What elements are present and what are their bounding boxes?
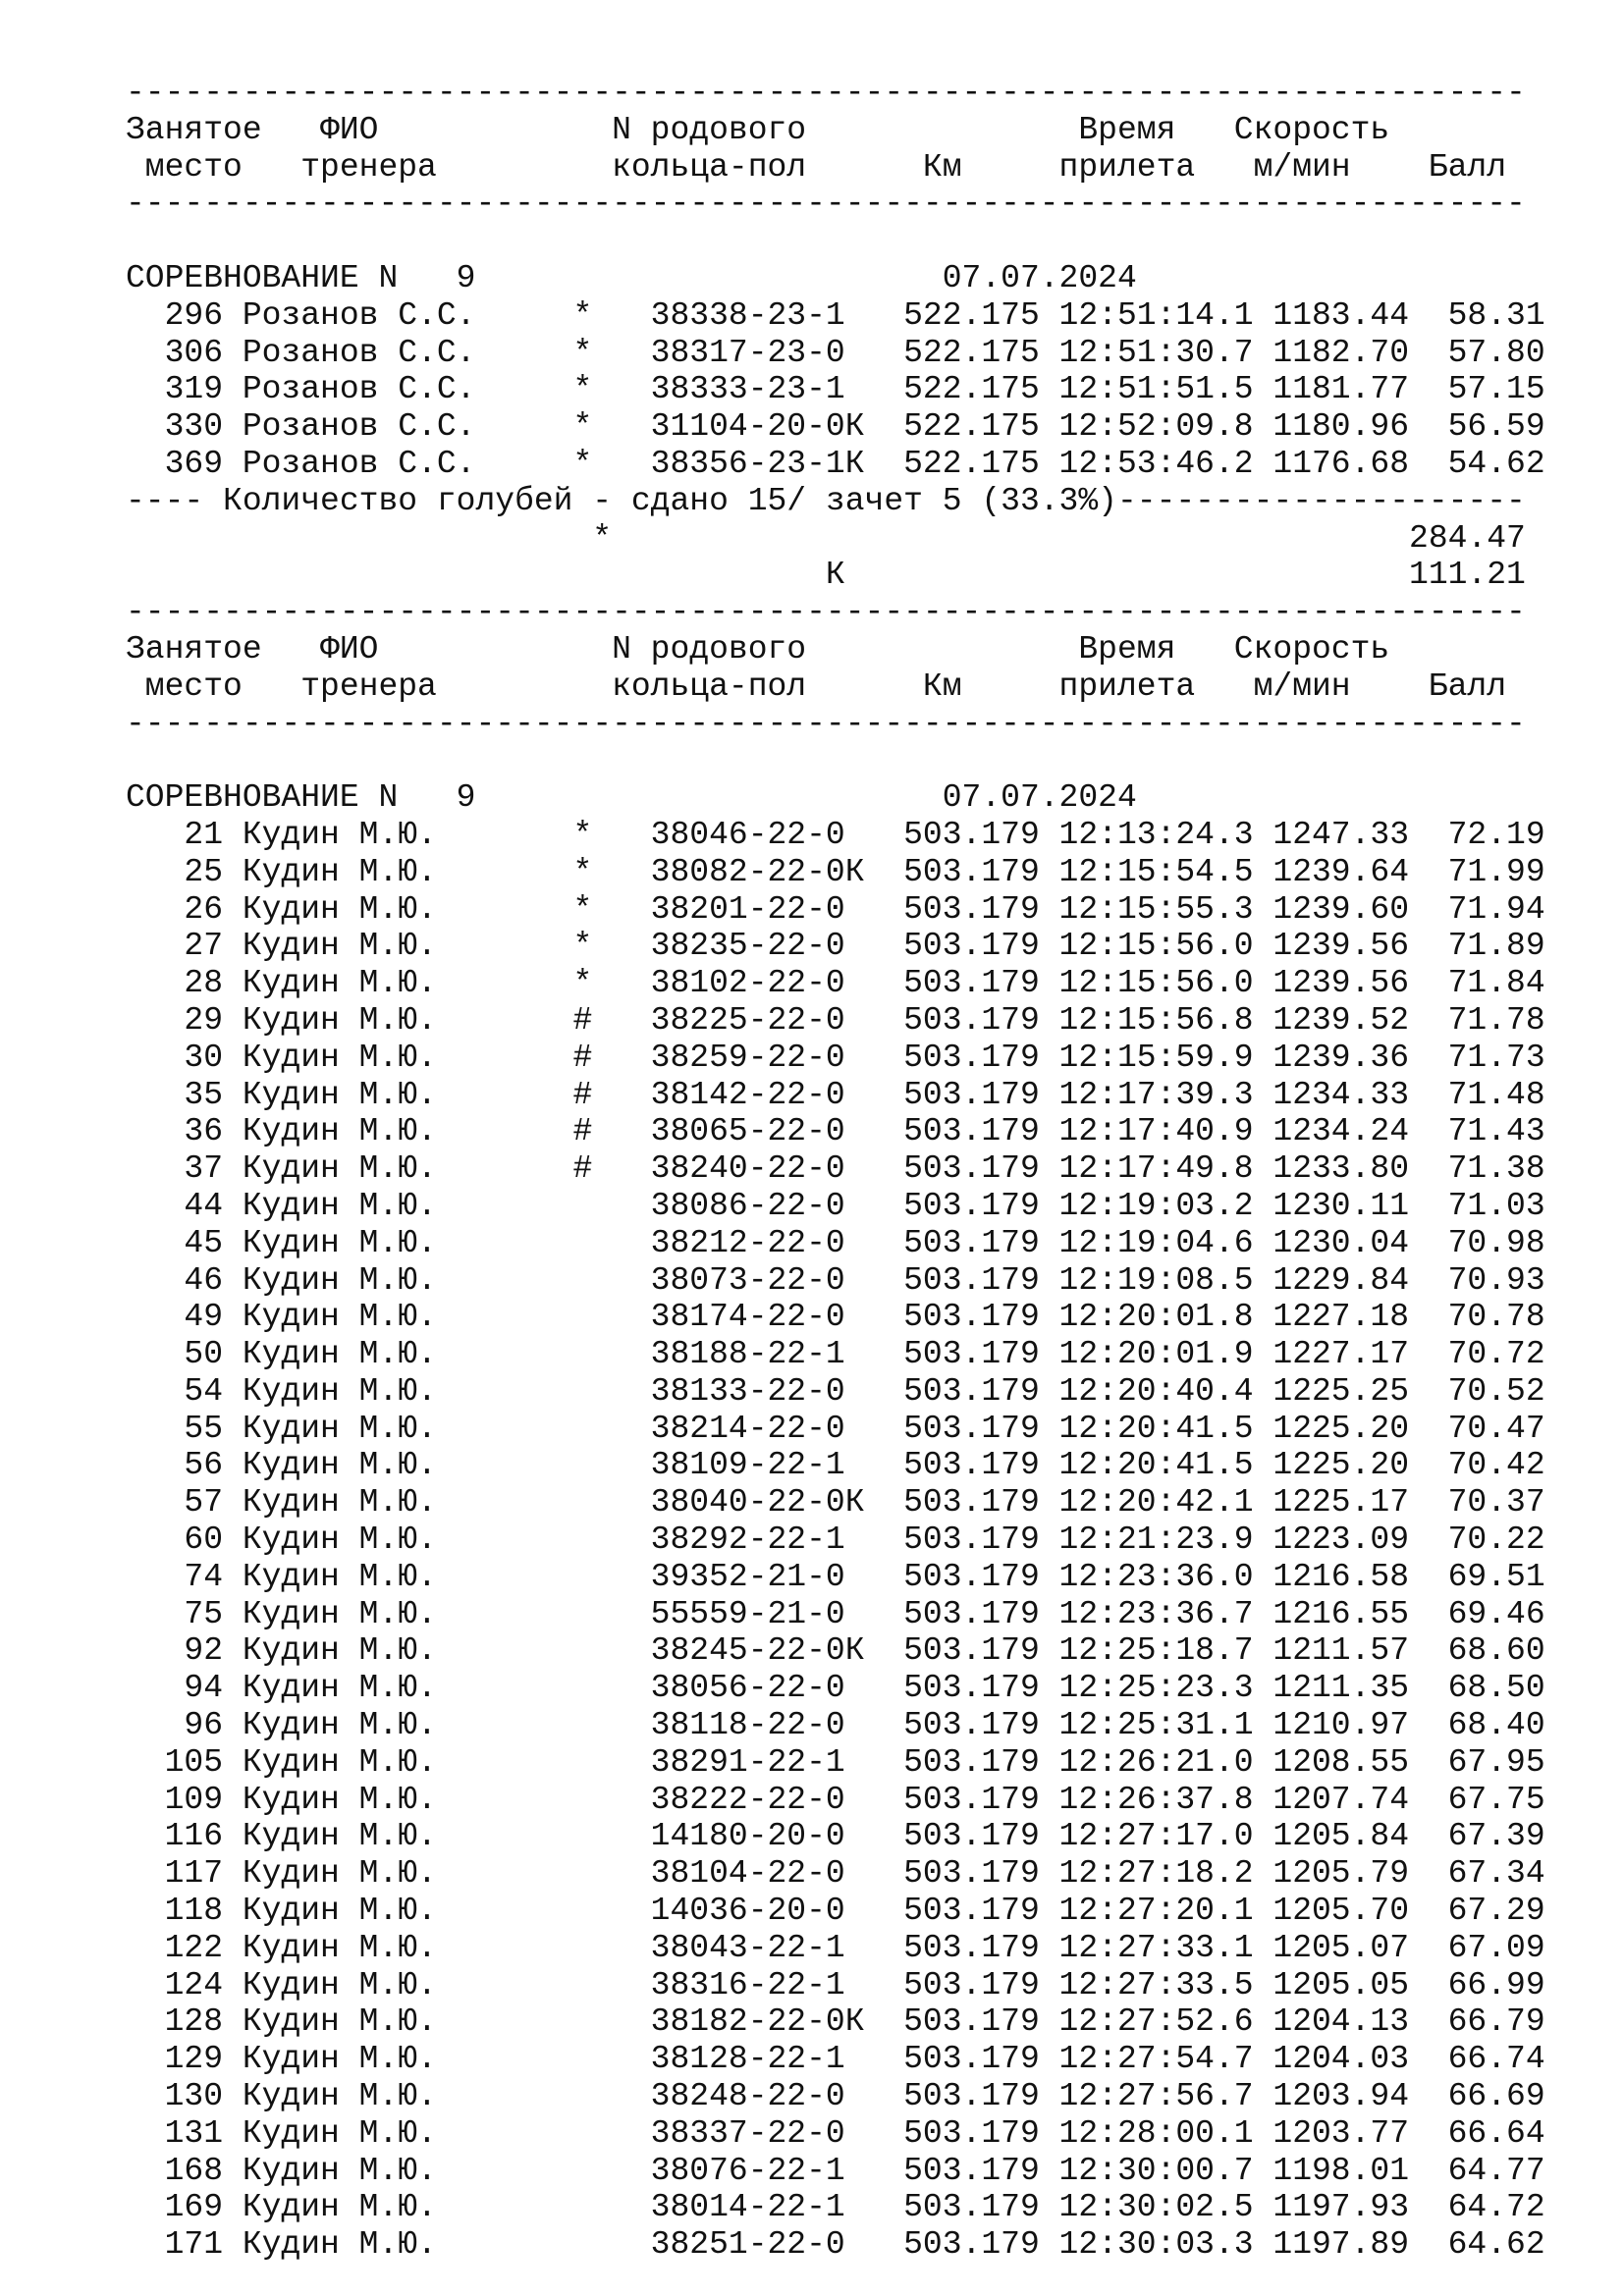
table-row: 109 Кудин М.Ю. 38222-22-0 503.179 12:26:37.8 1207.74 67.75 <box>126 1781 1545 1818</box>
table-row: 28 Кудин М.Ю. * 38102-22-0 503.179 12:15:56.0 1239.56 71.84 <box>126 965 1545 1002</box>
table-row: 96 Кудин М.Ю. 38118-22-0 503.179 12:25:31.1 1210.97 68.40 <box>126 1707 1545 1744</box>
competition-title: СОРЕВНОВАНИЕ N 9 07.07.2024 <box>126 259 1137 296</box>
table-row: 29 Кудин М.Ю. # 38225-22-0 503.179 12:15:56.8 1239.52 71.78 <box>126 1001 1545 1039</box>
column-headers-line2: место тренера кольца-пол Км прилета м/мин Балл <box>126 148 1507 186</box>
table-row: 45 Кудин М.Ю. 38212-22-0 503.179 12:19:04.6 1230.04 70.98 <box>126 1224 1545 1261</box>
table-row: 171 Кудин М.Ю. 38251-22-0 503.179 12:30:03.3 1197.89 64.62 <box>126 2226 1545 2264</box>
table-row: 369 Розанов С.С. * 38356-23-1К 522.175 12:53:46.2 1176.68 54.62 <box>126 445 1545 482</box>
competition-title: СОРЕВНОВАНИЕ N 9 07.07.2024 <box>126 779 1137 817</box>
column-headers-line1: Занятое ФИО N родового Время Скорость <box>126 111 1390 148</box>
table-row: 129 Кудин М.Ю. 38128-22-1 503.179 12:27:54.7 1204.03 66.74 <box>126 2041 1545 2078</box>
table-row: 26 Кудин М.Ю. * 38201-22-0 503.179 12:15:55.3 1239.60 71.94 <box>126 890 1545 928</box>
table-row: 92 Кудин М.Ю. 38245-22-0К 503.179 12:25:18.7 1211.57 68.60 <box>126 1632 1545 1670</box>
table-row: 60 Кудин М.Ю. 38292-22-1 503.179 12:21:23.9 1223.09 70.22 <box>126 1522 1545 1559</box>
rule-top: ------------------------------------------------------------------------ <box>126 75 1526 111</box>
column-headers-line1: Занятое ФИО N родового Время Скорость <box>126 630 1390 667</box>
table-row: 319 Розанов С.С. * 38333-23-1 522.175 12:51:51.5 1181.77 57.15 <box>126 371 1545 408</box>
table-row: 130 Кудин М.Ю. 38248-22-0 503.179 12:27:56.7 1203.94 66.69 <box>126 2078 1545 2115</box>
table-row: 117 Кудин М.Ю. 38104-22-0 503.179 12:27:18.2 1205.79 67.34 <box>126 1855 1545 1893</box>
table-row: 122 Кудин М.Ю. 38043-22-1 503.179 12:27:33.1 1205.07 67.09 <box>126 1929 1545 1966</box>
table-row: 124 Кудин М.Ю. 38316-22-1 503.179 12:27:33.5 1205.05 66.99 <box>126 1966 1545 2003</box>
table-row: 56 Кудин М.Ю. 38109-22-1 503.179 12:20:41.5 1225.20 70.42 <box>126 1447 1545 1484</box>
table-row: 74 Кудин М.Ю. 39352-21-0 503.179 12:23:36.0 1216.58 69.51 <box>126 1558 1545 1595</box>
table-row: 49 Кудин М.Ю. 38174-22-0 503.179 12:20:01.8 1227.18 70.78 <box>126 1299 1545 1336</box>
total-k-line: К 111.21 <box>126 557 1526 594</box>
table-row: 131 Кудин М.Ю. 38337-22-0 503.179 12:28:00.1 1203.77 66.64 <box>126 2114 1545 2152</box>
rule-header-bottom: ------------------------------------------------------------------------ <box>126 186 1526 223</box>
table-row: 44 Кудин М.Ю. 38086-22-0 503.179 12:19:03.2 1230.11 71.03 <box>126 1187 1545 1224</box>
table-row: 27 Кудин М.Ю. * 38235-22-0 503.179 12:15:56.0 1239.56 71.89 <box>126 928 1545 965</box>
table-row: 168 Кудин М.Ю. 38076-22-1 503.179 12:30:00.7 1198.01 64.77 <box>126 2152 1545 2189</box>
table-row: 116 Кудин М.Ю. 14180-20-0 503.179 12:27:17.0 1205.84 67.39 <box>126 1818 1545 1855</box>
rule-block2-top: ------------------------------------------------------------------------ <box>126 594 1526 631</box>
rule-block2-header-bottom: ------------------------------------------------------------------------ <box>126 705 1526 742</box>
table-row: 21 Кудин М.Ю. * 38046-22-0 503.179 12:13:24.3 1247.33 72.19 <box>126 816 1545 853</box>
table-row: 296 Розанов С.С. * 38338-23-1 522.175 12:51:14.1 1183.44 58.31 <box>126 296 1545 334</box>
table-row: 36 Кудин М.Ю. # 38065-22-0 503.179 12:17:40.9 1234.24 71.43 <box>126 1113 1545 1150</box>
table-row: 105 Кудин М.Ю. 38291-22-1 503.179 12:26:21.0 1208.55 67.95 <box>126 1743 1545 1781</box>
table-row: 25 Кудин М.Ю. * 38082-22-0К 503.179 12:15:54.5 1239.64 71.99 <box>126 853 1545 890</box>
table-row: 30 Кудин М.Ю. # 38259-22-0 503.179 12:15:59.9 1239.36 71.73 <box>126 1039 1545 1076</box>
table-row: 54 Кудин М.Ю. 38133-22-0 503.179 12:20:40.4 1225.25 70.52 <box>126 1372 1545 1410</box>
table-row: 94 Кудин М.Ю. 38056-22-0 503.179 12:25:23.3 1211.35 68.50 <box>126 1670 1545 1707</box>
column-headers-line2: место тренера кольца-пол Км прилета м/мин Балл <box>126 667 1507 705</box>
table-row: 55 Кудин М.Ю. 38214-22-0 503.179 12:20:41.5 1225.20 70.47 <box>126 1410 1545 1447</box>
table-row: 306 Розанов С.С. * 38317-23-0 522.175 12:51:30.7 1182.70 57.80 <box>126 334 1545 371</box>
table-row: 57 Кудин М.Ю. 38040-22-0К 503.179 12:20:42.1 1225.17 70.37 <box>126 1484 1545 1522</box>
table-row: 50 Кудин М.Ю. 38188-22-1 503.179 12:20:01.9 1227.17 70.72 <box>126 1336 1545 1373</box>
table-row: 128 Кудин М.Ю. 38182-22-0К 503.179 12:27:52.6 1204.13 66.79 <box>126 2003 1545 2041</box>
total-star-line: * 284.47 <box>126 519 1526 557</box>
table-row: 330 Розанов С.С. * 31104-20-0К 522.175 12:52:09.8 1180.96 56.59 <box>126 408 1545 446</box>
results-report <box>126 75 1545 2264</box>
table-row: 118 Кудин М.Ю. 14036-20-0 503.179 12:27:20.1 1205.70 67.29 <box>126 1893 1545 1930</box>
table-row: 75 Кудин М.Ю. 55559-21-0 503.179 12:23:36.7 1216.55 69.46 <box>126 1595 1545 1632</box>
summary-line: ---- Количество голубей - сдано 15/ зачет 5 (33.3%)--------------------- <box>126 482 1526 519</box>
table-row: 169 Кудин М.Ю. 38014-22-1 503.179 12:30:02.5 1197.93 64.72 <box>126 2189 1545 2226</box>
table-row: 35 Кудин М.Ю. # 38142-22-0 503.179 12:17:39.3 1234.33 71.48 <box>126 1076 1545 1113</box>
table-row: 46 Кудин М.Ю. 38073-22-0 503.179 12:19:08.5 1229.84 70.93 <box>126 1261 1545 1299</box>
table-row: 37 Кудин М.Ю. # 38240-22-0 503.179 12:17:49.8 1233.80 71.38 <box>126 1150 1545 1188</box>
